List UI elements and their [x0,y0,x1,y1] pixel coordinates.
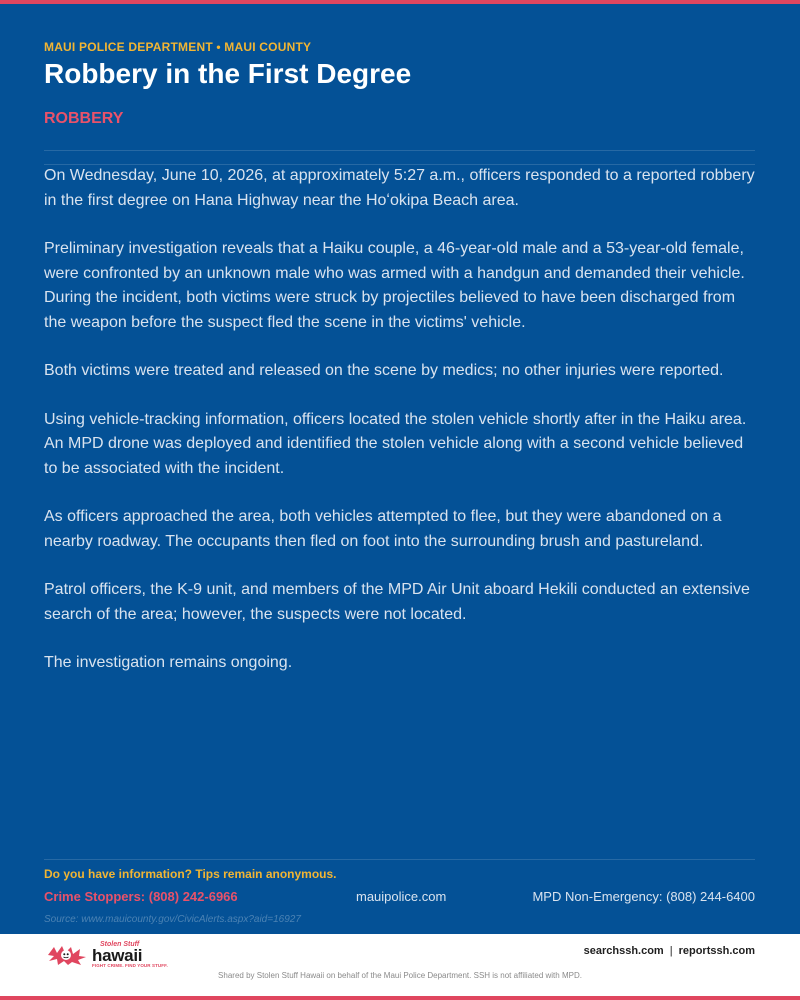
page-title: Robbery in the First Degree [44,58,412,89]
article-paragraph: As officers approached the area, both vehicles attempted to flee, but they were abandoned on a nearby roadway. The occupants then fled on foot into the surrounding brush and pastureland. [44,508,722,550]
disclaimer-text: Shared by Stolen Stuff Hawaii on behalf of the Maui Police Department. SSH is not affiliated with MPD. [218,971,582,980]
stolen-stuff-hawaii-logo[interactable] [46,941,168,969]
article-paragraph: The investigation remains ongoing. [44,654,293,671]
department-kicker: MAUI POLICE DEPARTMENT • MAUI COUNTY [44,40,312,54]
logo-wordmark: hawaii [92,946,143,965]
divider [44,150,755,151]
logo-tagline: FIGHT CRIME. FIND YOUR STUFF. [92,963,168,968]
article-paragraph: Both victims were treated and released on the scene by medics; no other injuries were reported. [44,362,724,379]
bottom-accent-stripe [0,996,800,1000]
divider [44,859,755,860]
tips-question: Do you have information? Tips remain anonymous. [44,867,337,881]
logo-stamp-icon [46,944,88,966]
category-label: ROBBERY [44,110,124,127]
non-emergency-phone[interactable]: MPD Non-Emergency: (808) 244-6400 [532,889,755,904]
article-paragraph: Preliminary investigation reveals that a Haiku couple, a 46-year-old male and a 53-year-old female, were confronted by an unknown male who was armed with a handgun and demanded their vehicle. During the incident, both victims were struck by projectiles believed to have been discharged from the weapon before the suspect fled the scene in the victims' vehicle. [44,240,745,331]
article-paragraph: Using vehicle-tracking information, officers located the stolen vehicle shortly after in the Haiku area. An MPD drone was deployed and identified the stolen vehicle along with a second vehicle believed to be associated with the incident. [44,410,747,477]
logo-small-text: Stolen Stuff [100,941,140,948]
link-separator: | [669,945,673,957]
mpd-website-link[interactable]: mauipolice.com [356,889,447,904]
source-link[interactable]: Source: www.mauicounty.gov/CivicAlerts.aspx?aid=16927 [44,914,301,925]
article-body [44,164,760,700]
footer [0,934,800,996]
article-paragraph: Patrol officers, the K-9 unit, and members of the MPD Air Unit aboard Hekili conducted an extensive search of the area; however, the suspects were not located. [44,581,750,623]
search-ssh-link[interactable]: searchssh.com [583,945,664,957]
crime-stoppers-phone[interactable]: Crime Stoppers: (808) 242-6966 [44,889,238,904]
footer-links [584,945,755,957]
report-ssh-link[interactable]: reportssh.com [678,945,755,957]
article-paragraph: On Wednesday, June 10, 2026, at approximately 5:27 a.m., officers responded to a reported robbery in the first degree on Hana Highway near the Hoʻokipa Beach area. [44,167,755,209]
alert-panel [0,4,800,934]
